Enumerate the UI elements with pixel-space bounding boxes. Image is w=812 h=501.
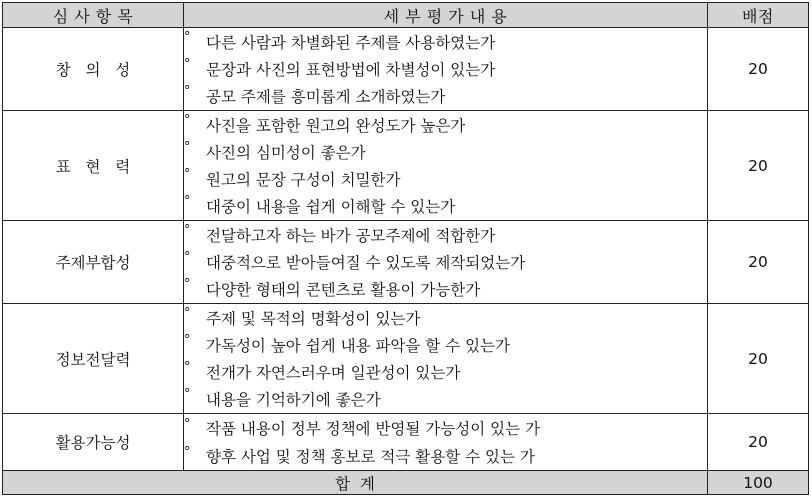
criteria-text: 내용을 기억하기에 좋은가	[206, 390, 381, 409]
bullet-icon: °	[184, 277, 191, 292]
score-cell: 20	[708, 304, 809, 414]
header-score: 배점	[708, 3, 809, 28]
category-cell: 표 현 력	[3, 111, 184, 221]
criteria-item	[184, 82, 707, 109]
score-cell: 20	[708, 28, 809, 111]
bullet-icon: °	[184, 84, 191, 99]
bullet-icon: °	[184, 140, 191, 155]
criteria-item	[184, 385, 707, 412]
criteria-item	[184, 165, 707, 192]
bullet-icon: °	[184, 113, 191, 128]
total-row	[3, 471, 809, 495]
table-row	[3, 28, 809, 111]
criteria-text: 문장과 사진의 표현방법에 차별성이 있는가	[206, 60, 496, 79]
bullet-icon: °	[184, 30, 191, 45]
criteria-cell	[184, 28, 708, 111]
criteria-item	[184, 28, 707, 55]
criteria-text: 가독성이 높아 쉽게 내용 파악을 할 수 있는가	[206, 336, 511, 355]
criteria-cell	[184, 414, 708, 471]
table-row	[3, 111, 809, 221]
category-cell: 주제부합성	[3, 221, 184, 304]
bullet-icon: °	[184, 416, 191, 432]
criteria-text: 다른 사람과 차별화된 주제를 사용하였는가	[206, 33, 496, 52]
category-cell: 활용가능성	[3, 414, 184, 471]
bullet-icon: °	[184, 444, 191, 460]
criteria-text: 주제 및 목적의 명확성이 있는가	[206, 309, 421, 328]
criteria-item	[184, 275, 707, 302]
criteria-text: 사진을 포함한 원고의 완성도가 높은가	[206, 116, 466, 135]
criteria-cell	[184, 304, 708, 414]
category-cell: 정보전달력	[3, 304, 184, 414]
criteria-text: 전달하고자 하는 바가 공모주제에 적합한가	[206, 226, 496, 245]
score-cell: 20	[708, 414, 809, 471]
bullet-icon: °	[184, 250, 191, 265]
table-row	[3, 221, 809, 304]
bullet-icon: °	[184, 223, 191, 238]
table-row	[3, 414, 809, 471]
header-row	[3, 3, 809, 28]
criteria-text: 사진의 심미성이 좋은가	[206, 143, 366, 162]
criteria-item	[184, 248, 707, 275]
score-cell: 20	[708, 221, 809, 304]
criteria-item	[184, 331, 707, 358]
bullet-icon: °	[184, 194, 191, 209]
criteria-item	[184, 442, 707, 470]
bullet-icon: °	[184, 306, 191, 321]
criteria-text: 전개가 자연스러우며 일관성이 있는가	[206, 363, 461, 382]
total-label: 합 계	[3, 471, 708, 495]
criteria-item	[184, 414, 707, 442]
table-row	[3, 304, 809, 414]
criteria-item	[184, 55, 707, 82]
criteria-text: 다양한 형태의 콘텐츠로 활용이 가능한가	[206, 280, 481, 299]
table-body	[3, 28, 809, 471]
header-category: 심 사 항 목	[3, 3, 184, 28]
bullet-icon: °	[184, 57, 191, 72]
criteria-text: 대중적으로 받아들여질 수 있도록 제작되었는가	[206, 253, 526, 272]
evaluation-criteria-table	[2, 2, 809, 495]
criteria-item	[184, 358, 707, 385]
criteria-text: 향후 사업 및 정책 홍보로 적극 활용할 수 있는 가	[206, 448, 535, 466]
criteria-text: 원고의 문장 구성이 치밀한가	[206, 170, 401, 189]
criteria-item	[184, 221, 707, 248]
criteria-text: 대중이 내용을 쉽게 이해할 수 있는가	[206, 197, 456, 216]
criteria-item	[184, 192, 707, 219]
category-cell: 창 의 성	[3, 28, 184, 111]
criteria-cell	[184, 111, 708, 221]
header-criteria: 세 부 평 가 내 용	[184, 3, 708, 28]
score-cell: 20	[708, 111, 809, 221]
bullet-icon: °	[184, 387, 191, 402]
criteria-text: 공모 주제를 흥미롭게 소개하였는가	[206, 87, 446, 106]
bullet-icon: °	[184, 360, 191, 375]
criteria-text: 작품 내용이 정부 정책에 반영될 가능성이 있는 가	[206, 420, 540, 438]
criteria-item	[184, 304, 707, 331]
bullet-icon: °	[184, 167, 191, 182]
total-score: 100	[708, 471, 809, 495]
criteria-cell	[184, 221, 708, 304]
bullet-icon: °	[184, 333, 191, 348]
criteria-item	[184, 111, 707, 138]
criteria-item	[184, 138, 707, 165]
